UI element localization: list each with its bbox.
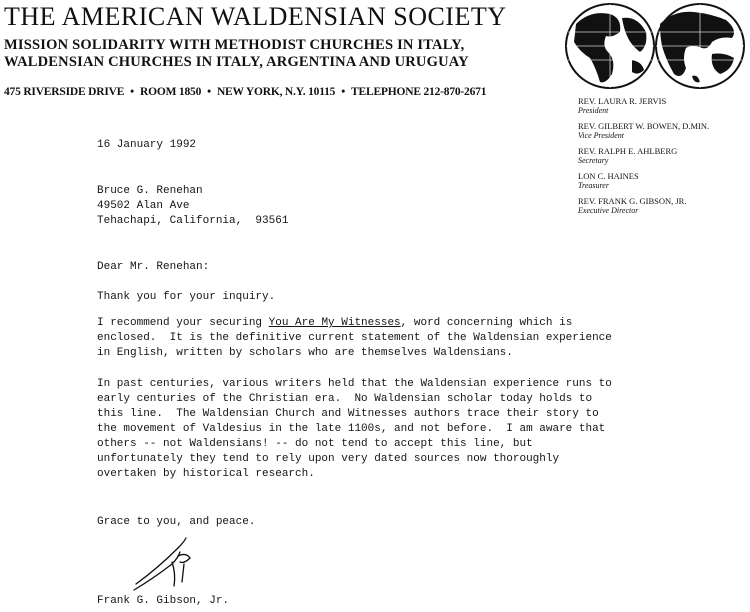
text-fragment: I recommend your securing xyxy=(97,317,269,329)
paragraph-recommend-line-2: enclosed. It is the definitive current statement of the Waldensian experience xyxy=(97,332,612,344)
paragraph-history-line: early centuries of the Christian era. No Waldensian scholar today holds to xyxy=(97,393,593,405)
salutation: Dear Mr. Renehan: xyxy=(97,261,210,273)
signatory-name: Frank G. Gibson, Jr. xyxy=(97,595,230,607)
officers-list xyxy=(578,96,750,221)
officer-entry xyxy=(578,121,750,141)
bullet-icon: • xyxy=(207,86,211,98)
address-city: NEW YORK, N.Y. 10115 xyxy=(216,86,336,98)
paragraph-history-line: this line. The Waldensian Church and Witnesses authors trace their story to xyxy=(97,408,599,420)
officer-name: LON C. HAINES xyxy=(578,171,639,181)
letter-date: 16 January 1992 xyxy=(97,139,197,151)
mission-statement xyxy=(4,37,469,71)
bullet-icon: • xyxy=(130,86,134,98)
paragraph-history-line: overtaken by historical research. xyxy=(97,468,315,480)
paragraph-history-line: unfortunately they tend to rely upon very dated sources now thoroughly xyxy=(97,453,560,465)
bullet-icon: • xyxy=(341,86,346,98)
paragraph-thanks: Thank you for your inquiry. xyxy=(97,291,276,303)
recipient-street: 49502 Alan Ave xyxy=(97,200,190,212)
address-room: ROOM 1850 xyxy=(140,86,202,98)
officer-name: REV. GILBERT W. BOWEN, D.MIN. xyxy=(578,121,710,131)
officer-title: Vice President xyxy=(578,131,624,140)
recipient-name: Bruce G. Renehan xyxy=(97,185,203,197)
officer-title: Treasurer xyxy=(578,181,609,190)
officer-entry xyxy=(578,171,750,191)
officer-title: Executive Director xyxy=(578,206,639,215)
paragraph-history-line: the movement of Valdesius in the late 1100s, and not before. I am aware that xyxy=(97,423,606,435)
officer-name: REV. RALPH E. AHLBERG xyxy=(578,146,678,156)
paragraph-history-line: others -- not Waldensians! -- do not tend to accept this line, but xyxy=(97,438,533,450)
officer-title: Secretary xyxy=(578,156,609,165)
book-title: You Are My Witnesses xyxy=(268,317,401,329)
paragraph-recommend-line-3: in English, written by scholars who are themselves Waldensians. xyxy=(97,347,513,359)
officer-title: President xyxy=(578,106,609,115)
officer-name: REV. FRANK G. GIBSON, JR. xyxy=(578,196,687,206)
recipient-city: Tehachapi, California, 93561 xyxy=(97,215,289,227)
mission-line-2: WALDENSIAN CHURCHES IN ITALY, ARGENTINA AND URUGUAY xyxy=(4,54,469,70)
officer-name: REV. LAURA R. JERVIS xyxy=(578,96,667,106)
paragraph-history-line: In past centuries, various writers held that the Waldensian experience runs to xyxy=(97,378,612,390)
paragraph-recommend-line-1 xyxy=(97,316,572,331)
text-fragment: , word concerning which is xyxy=(400,317,573,329)
officer-entry xyxy=(578,196,750,216)
officer-entry xyxy=(578,146,750,166)
closing: Grace to you, and peace. xyxy=(97,516,256,528)
org-name: THE AMERICAN WALDENSIAN SOCIETY xyxy=(4,2,507,31)
address-telephone: TELEPHONE 212-870-2671 xyxy=(351,86,487,98)
globe-logo-icon xyxy=(562,2,748,92)
address-line xyxy=(4,86,486,98)
officer-entry xyxy=(578,96,750,116)
mission-line-1: MISSION SOLIDARITY WITH METHODIST CHURCHES IN ITALY, xyxy=(4,37,465,53)
address-street: 475 RIVERSIDE DRIVE xyxy=(4,86,125,98)
